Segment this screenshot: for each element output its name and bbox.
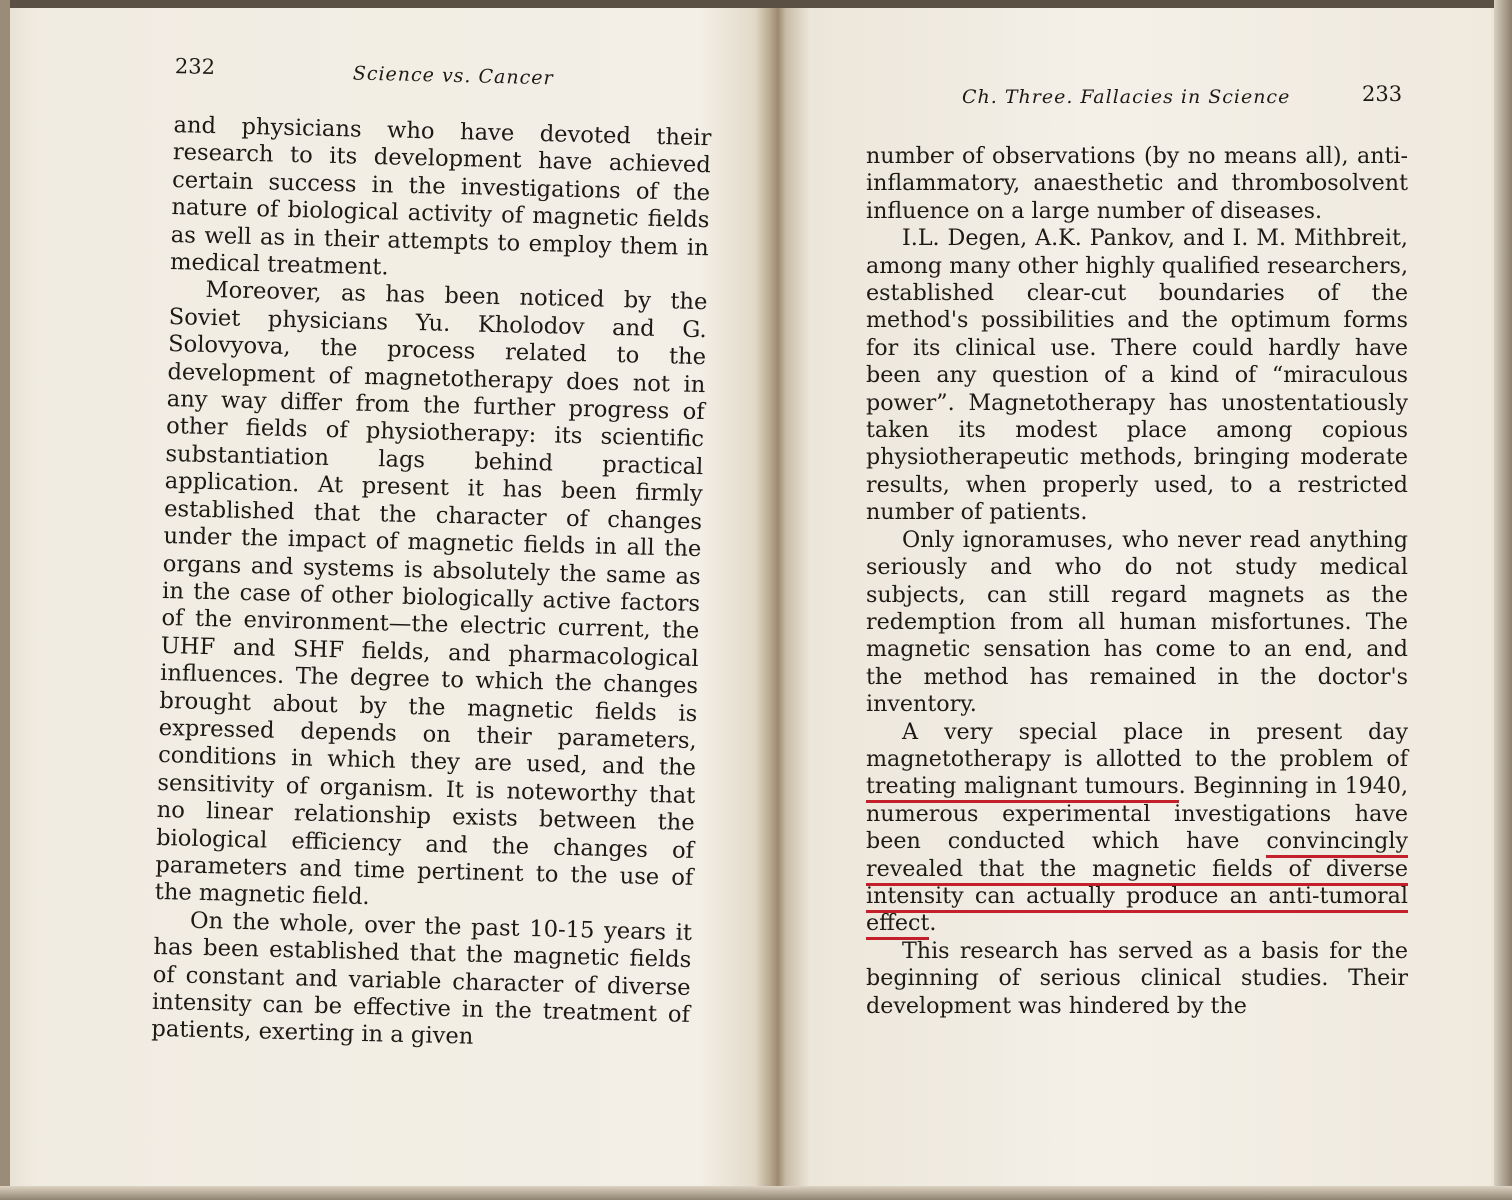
book-right-edge (1494, 0, 1512, 1200)
text-segment: . (929, 910, 937, 937)
book-top-edge (0, 0, 1512, 8)
book-left-edge (0, 0, 10, 1200)
right-page-body (860, 143, 1420, 1020)
paragraph: I.L. Degen, A.K. Pankov, and I. M. Mithbreit, among many other highly qualified researchers, established clear-cut boundaries of the method's possibilities and the optimum forms for its clinical use. There could hardly have been any question of a kind of “miraculous power”. Magnetotherapy has unostentatiously taken its modest place among copious physiotherapeutic methods, bringing moderate results, when properly used, to a restricted number of patients. (866, 225, 1408, 526)
paragraph: number of observations (by no means all), anti-inflammatory, anaesthetic and thrombosolvent influence on a large number of diseases. (866, 143, 1408, 224)
paragraph: On the whole, over the past 10-15 years it has been established that the magnetic fields of constant and variable character of diverse intensity can be effective in the treatment of patients, exerting in a given (151, 907, 693, 1051)
paragraph: This research has served as a basis for the beginning of serious clinical studies. Their development was hindered by the (866, 937, 1408, 1019)
paragraph: and physicians who have devoted their research to its development have achieved certain success in the investigations of the nature of biological activity of magnetic fields as well as in their attempts to employ them in medical treatment. (169, 112, 712, 281)
left-page-header (122, 53, 723, 108)
left-page (99, 53, 723, 1057)
text-segment: . Beginning in 1940, numerous experimental investigations have been conducted which have (866, 773, 1408, 855)
right-page-header (860, 80, 1420, 120)
right-running-title: Ch. Three. Fallacies in Science (962, 86, 1291, 108)
paragraph: Only ignoramuses, who never read anything seriously and who do not study medical subjects, can still regard magnets as the redemption from all human misfortunes. The magnetic sensation has come to an end, and the method has remained in the doctor's inventory. (866, 526, 1408, 718)
red-underline-mark: treating malignant tumours (866, 773, 1179, 803)
left-page-body (99, 111, 722, 1057)
left-running-title: Science vs. Cancer (352, 62, 554, 90)
red-underline-mark: convincingly revealed that the magnetic fields of diverse intensity can actually produce an anti-tumoral effect (866, 828, 1408, 940)
right-page (860, 80, 1420, 1020)
left-page-number: 232 (174, 54, 216, 80)
right-page-number: 233 (1362, 82, 1403, 106)
paragraph: Moreover, as has been noticed by the Soviet physicians Yu. Kholodov and G. Solovyova, the process related to the development of magnetotherapy does not in any way differ from the further progress of other fields of physiotherapy: its scientific substantiation lags behind practical application. At present it has been firmly established that the character of changes under the impact of magnetic fields in all the organs and systems is absolutely the same as in the case of other biologically active factors of the environment—the electric current, the UHF and SHF fields, and pharmacological influences. The degree to which the changes brought about by the magnetic fields is expressed depends on their parameters, conditions in which they are used, and the sensitivity of organism. It is noteworthy that no linear relationship exists between the biological efficiency and the changes of parameters and time pertinent to the use of the magnetic field. (154, 277, 708, 911)
text-segment: A very special place in present day magnetotherapy is allotted to the problem of (866, 718, 1408, 772)
book-bottom-edge (0, 1186, 1512, 1200)
highlighted-paragraph (866, 719, 1408, 938)
